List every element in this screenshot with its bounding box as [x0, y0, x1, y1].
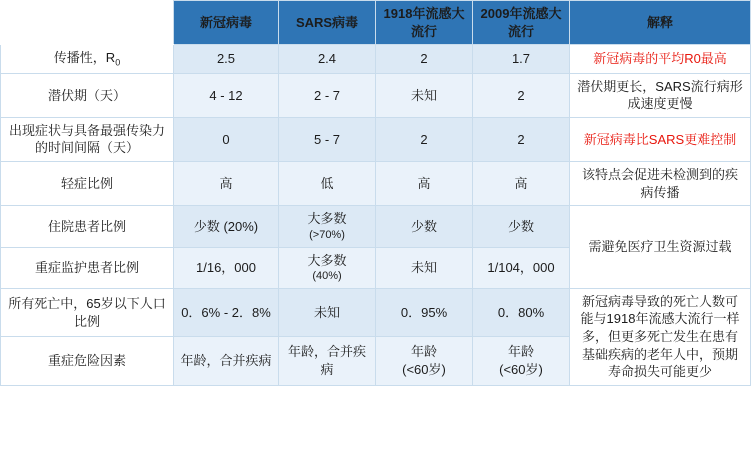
cell-explanation: 新冠病毒导致的死亡人数可能与1918年流感大流行一样多，但更多死亡发生在患有基础疾病的老年人中，预期寿命损失可能更少: [570, 288, 751, 385]
cell-covid: 高: [174, 162, 279, 206]
row-label-incubation: 潜伏期（天）: [1, 73, 174, 117]
table-row: [1, 73, 751, 117]
row-label-deaths-under-65: 所有死亡中，65岁以下人口比例: [1, 288, 174, 336]
cell-flu1918: 未知: [376, 73, 473, 117]
cell-flu2009: 1/104，000: [473, 247, 570, 288]
cell-covid: 2.5: [174, 45, 279, 74]
cell-covid: 4 - 12: [174, 73, 279, 117]
cell-sars-main: 大多数: [307, 252, 347, 268]
header-cell-explanation: 解释: [570, 1, 751, 45]
cell-sars: 2.4: [279, 45, 376, 74]
cell-explanation: 新冠病毒比SARS更难控制: [570, 117, 751, 161]
cell-sars: 未知: [279, 288, 376, 336]
cell-sars-main: 大多数: [307, 211, 347, 227]
cell-covid: 少数 (20%): [174, 206, 279, 247]
cell-sars: [279, 206, 376, 247]
cell-flu2009: 0．80%: [473, 288, 570, 336]
cell-flu2009: 少数: [473, 206, 570, 247]
cell-flu1918: 未知: [376, 247, 473, 288]
cell-flu1918: 0．95%: [376, 288, 473, 336]
cell-flu1918: 少数: [376, 206, 473, 247]
row-label-text: 传播性，R: [53, 50, 116, 66]
header-cell-flu2009: 2009年流感大流行: [473, 1, 570, 45]
table-row: [1, 162, 751, 206]
cell-flu1918-sub: (<60岁): [402, 361, 446, 377]
cell-sars: 年龄，合并疾病: [279, 337, 376, 385]
cell-flu1918: [376, 337, 473, 385]
cell-explanation: 新冠病毒的平均R0最高: [570, 45, 751, 74]
cell-flu2009: [473, 337, 570, 385]
table-row: [1, 288, 751, 336]
cell-flu1918: 2: [376, 117, 473, 161]
table-body: [1, 45, 751, 386]
cell-flu2009: 2: [473, 117, 570, 161]
row-label-icu: 重症监护患者比例: [1, 247, 174, 288]
table-row: [1, 206, 751, 247]
cell-sars: [279, 247, 376, 288]
cell-flu1918: 高: [376, 162, 473, 206]
row-label-hospitalized: 住院患者比例: [1, 206, 174, 247]
header-cell-flu1918: 1918年流感大流行: [376, 1, 473, 45]
cell-flu2009: 2: [473, 73, 570, 117]
row-label-risk-factors: 重症危险因素: [1, 337, 174, 385]
cell-explanation: 需避免医疗卫生资源过载: [570, 206, 751, 289]
cell-sars-sub: (>70%): [309, 228, 345, 241]
row-label-mild-cases: 轻症比例: [1, 162, 174, 206]
cell-flu2009-main: 年龄: [507, 344, 534, 360]
cell-covid: 年龄，合并疾病: [174, 337, 279, 385]
cell-covid: 1/16，000: [174, 247, 279, 288]
cell-explanation: 该特点会促进未检测到的疾病传播: [570, 162, 751, 206]
cell-sars: 2 - 7: [279, 73, 376, 117]
table-row: [1, 117, 751, 161]
cell-explanation: 潜伏期更长，SARS流行病形成速度更慢: [570, 73, 751, 117]
header-cell-sars: SARS病毒: [279, 1, 376, 45]
header-row: [1, 1, 751, 45]
cell-flu2009: 高: [473, 162, 570, 206]
cell-sars-sub: (40%): [312, 270, 342, 283]
cell-sars: 低: [279, 162, 376, 206]
row-label-subscript: 0: [115, 57, 121, 68]
cell-covid: 0: [174, 117, 279, 161]
header-cell-blank: [1, 1, 174, 45]
cell-flu1918-main: 年龄: [410, 344, 437, 360]
row-label-transmissibility: [1, 45, 174, 74]
cell-sars: 5 - 7: [279, 117, 376, 161]
cell-flu1918: 2: [376, 45, 473, 74]
table-row: [1, 45, 751, 74]
table-header: [1, 1, 751, 45]
cell-flu2009-sub: (<60岁): [499, 361, 543, 377]
header-cell-covid: 新冠病毒: [174, 1, 279, 45]
row-label-symptom-interval: 出现症状与具备最强传染力的时间间隔（天）: [1, 117, 174, 161]
cell-flu2009: 1.7: [473, 45, 570, 74]
cell-covid: 0．6% - 2．8%: [174, 288, 279, 336]
